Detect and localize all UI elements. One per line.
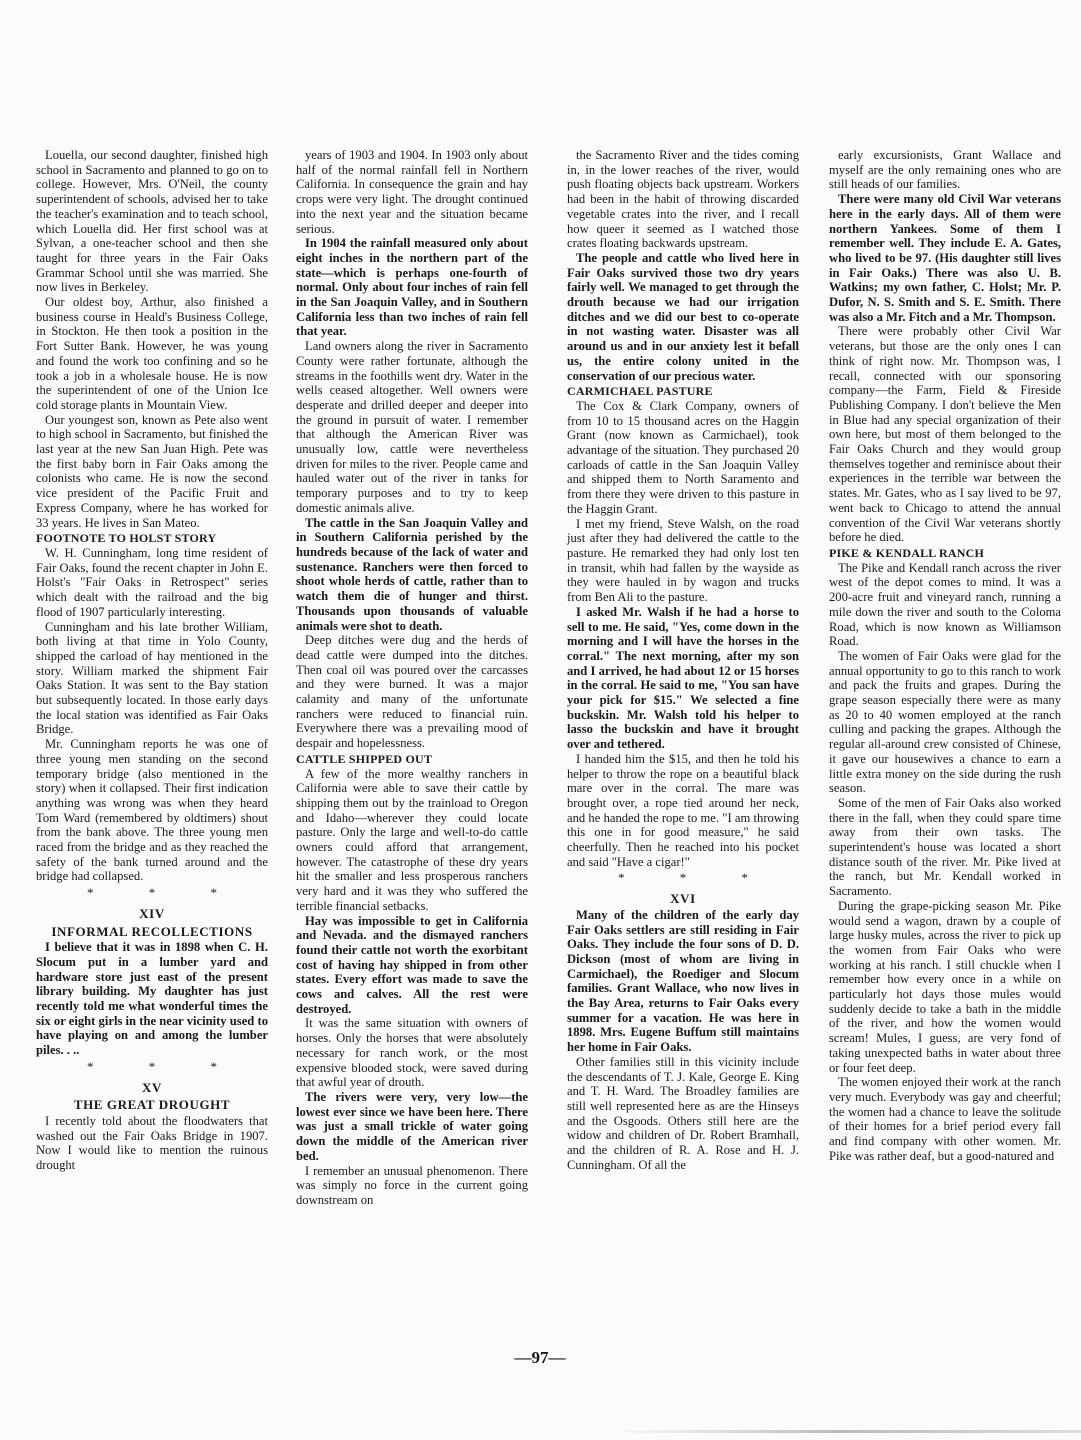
paragraph-bold: The people and cattle who lived here in Fair Oaks survived those two dry years fairly well. We managed to get through the drouth because we had our irrigation ditches and we did our best to co-operate in not wasting water. Disaster was all around us and in our anxiety lest it befall us, the entire colony united in the conservation of our precious water. [567, 250, 799, 383]
paragraph: Our oldest boy, Arthur, also finished a business course in Heald's Business College, in Stockton. He then took a position in the Fort Sutter Bank. However, he was young and found the work too confining and so he took a job in a wholesale house. He is now the superintendent of one of the Union Ice cold storage plants in Mountain View. [36, 295, 268, 412]
paragraph: The women of Fair Oaks were glad for the annual opportunity to go to this ranch to work and pack the fruits and grapes. During the grape season especially there were as many as 20 to 40 women employed at the ranch culling and packing the grapes. Although the regular all-around crew consisted of Chinese, it gave our housewives a chance to earn a little extra money on the side during the rush season. [829, 648, 1061, 796]
paragraph-bold: There were many old Civil War veterans here in the early days. All of them were northern Yankees. Some of them I remember well. They include E. A. Gates, who lived to be 97. (His daughter still lives in Fair Oaks.) There was also U. B. Watkins; my own father, C. Holst; Mr. P. Dufor, N. S. Smith and S. E. Smith. There was also a Mr. Fitch and a Mr. Thompson. [829, 192, 1061, 324]
paragraph: the Sacramento River and the tides coming in, in the lower reaches of the river, would push floating objects back upstream. Workers had been in the habit of throwing discarded vegetable crates into the river, and I recall how queer it seemed as I watched those crates floating backwards upstream. [567, 148, 799, 251]
paragraph: The women enjoyed their work at the ranch very much. Everybody was gay and cheerful; the women had a chance to leave the solitude of their homes for a brief period every fall and find company with other women. Mr. Pike was rather deaf, but a good-natured and [829, 1075, 1061, 1163]
paragraph: Louella, our second daughter, finished high school in Sacramento and planned to go on to college. However, Mrs. O'Neil, the county superintendent of schools, advised her to take the teacher's examination and to teach school, which Louella did. Her first school was at Sylvan, a one-teacher school and then she taught for three years in the Fair Oaks Grammar School until she was married. She now lives in Berkeley. [36, 148, 268, 295]
paragraph: Mr. Cunningham reports he was one of three young men standing on the second temporary bridge (also mentioned in the story) when it collapsed. Their first indication anything was wrong was when they heard Tom Ward (remembered by oldtimers) shout from the bank above. The three young men raced from the bridge and as they reached the safety of the bank turned around and the bridge had collapsed. [36, 737, 268, 884]
paragraph: early excursionists, Grant Wallace and myself are the only remaining ones who are still heads of our families. [829, 148, 1061, 192]
section-heading-cattle: CATTLE SHIPPED OUT [296, 751, 433, 766]
paragraph: Some of the men of Fair Oaks also worked there in the fall, when they could spare time away from their own tasks. The superintendent's house was located a short distance south of the river. Mr. Pike lived at the ranch, but Mr. Kendall worked in Sacramento. [829, 795, 1061, 899]
chapter-number-xv: XV [142, 1079, 162, 1095]
paragraph: years of 1903 and 1904. In 1903 only about half of the normal rainfall fell in Northern California. In consequence the grain and hay crops were very light. The drought continued into the next year and the situation became serious. [296, 148, 528, 236]
paragraph: I remember an unusual phenomenon. There was simply no force in the current going downstream on [296, 1163, 528, 1207]
paragraph-bold: Many of the children of the early day Fair Oaks settlers are still residing in Fair Oaks. They include the four sons of D. D. Dickson (most of whom are living in Carmichael), the Roediger and Slocum families. Grant Wallace, who now lives in the Bay Area, returns to Fair Oaks every summer for a vacation. He was here in 1898. Mrs. Eugene Buffum still maintains her home in Fair Oaks. [567, 907, 799, 1055]
paragraph-bold: The cattle in the San Joaquin Valley and in Southern California perished by the hundreds because of the lack of water and sustenance. Ranchers were then forced to shoot whole herds of cattle, rather than to watch them die of hunger and thirst. Thousands upon thousands of valuable animals were shot to death. [296, 515, 528, 633]
paragraph-bold: I believe that it was in 1898 when C. H. Slocum put in a lumber yard and hardware store just east of the present library building. My daughter has just recently told me what wonderful times the six or eight girls in the near vicinity used to have playing on and among the lumber piles. . .. [36, 940, 268, 1058]
column-1 [36, 148, 268, 1173]
paragraph: Other families still in this vicinity include the descendants of T. J. Kale, George E. King and T. H. Ward. The Broadley families are still well represented here as are the Hinseys and the Osgoods. Others still here are the widow and children of Dr. Robert Bramhall, and the children of R. A. Rose and H. J. Cunningham. Of all the [567, 1054, 799, 1172]
paragraph-bold: I asked Mr. Walsh if he had a horse to sell to me. He said, "Yes, come down in the morning and I will have the horses in the corral." The next morning, after my son and I arrived, he had about 12 or 15 horses in the corral. He said to me, "You san have your pick for $15." We selected a fine buckskin. Mr. Walsh told his helper to lasso the buckskin and have it brought over and tethered. [567, 604, 799, 752]
paragraph: W. H. Cunningham, long time resident of Fair Oaks, found the recent chapter in John E. Holst's "Fair Oaks in Retrospect" series which dealt with the railroad and the big flood of 1907 particularly interesting. [36, 545, 268, 619]
paragraph: I recently told about the floodwaters that washed out the Fair Oaks Bridge in 1907. Now I would like to mention the ruinous drought [36, 1114, 268, 1173]
section-divider-stars: * * * [87, 885, 243, 901]
paragraph: Deep ditches were dug and the herds of dead cattle were dumped into the ditches. Then coal oil was poured over the carcasses and they were burned. It was a major calamity and many of the unfortunate ranchers were reduced to financial ruin. Everywhere there was a prevailing mood of despair and hopelessness. [296, 633, 528, 751]
paragraph: Land owners along the river in Sacramento County were rather fortunate, although the streams in the foothills went dry. Water in the wells ceased altogether. Well owners were desperate and drilled deeper and deeper into the ground in pursuit of water. I remember that although the American River was unusually low, cattle were nevertheless driven for miles to the river. People came and hauled water out of the river in tanks for temporary purposes and to try to keep domestic animals alive. [296, 339, 528, 515]
page-number: —97— [514, 1348, 566, 1367]
chapter-title-drought: THE GREAT DROUGHT [73, 1097, 231, 1113]
chapter-number-xvi: XVI [670, 891, 696, 907]
section-divider-stars: * * * [618, 870, 774, 886]
section-heading-footnote: FOOTNOTE TO HOLST STORY [36, 531, 217, 546]
chapter-title-informal: INFORMAL RECOLLECTIONS [51, 923, 253, 939]
paragraph: Our youngest son, known as Pete also went to high school in Sacramento, but finished the last year at the new San Juan High. Pete was the first baby born in Fair Oaks among the colonists who came. He is now the second vice president of the Pacific Fruit and Express Company, where he has worked for 33 years. He lives in San Mateo. [36, 412, 268, 530]
paragraph: A few of the more wealthy ranchers in California were able to save their cattle by shipping them out by the trainload to Oregon and Idaho—wherever they could locate pasture. Only the large and well-to-do cattle owners could afford that arrangement, however. The catastrophe of these dry years hit the smaller and less prosperous ranchers very hard and it was they who suffered the terrible financial setbacks. [296, 766, 528, 913]
paragraph-bold: In 1904 the rainfall measured only about eight inches in the northern part of the state—which is perhaps one-fourth of normal. Only about four inches of rain fell in the San Joaquin Valley, and in Southern California less than two inches of rain fell that year. [296, 236, 528, 339]
column-4 [829, 148, 1061, 1164]
column-2 [296, 148, 528, 1208]
paragraph: I handed him the $15, and then he told his helper to throw the rope on a beautiful black mare over in the corral. The mare was brought over, a rope tied around her neck, and he handed the rope to me. "I am throwing this one in for good measure," he said cheerfully. Then he reached into his pocket and said "Have a cigar!" [567, 751, 799, 869]
section-heading-carmichael: CARMICHAEL PASTURE [567, 384, 713, 399]
paragraph: I met my friend, Steve Walsh, on the road just after they had delivered the cattle to the pasture. He remarked they had only lost ten in transit, whih had fallen by the wayside as they were hauled in by wagon and trucks from Ben Ali to the pasture. [567, 516, 799, 605]
paragraph-bold: The rivers were very, very low—the lowest ever since we have been here. There was just a small trickle of water going down the middle of the American river bed. [296, 1090, 528, 1163]
chapter-number-xiv: XIV [139, 905, 165, 921]
paragraph: During the grape-picking season Mr. Pike would send a wagon, drawn by a couple of large husky mules, across the river to pick up the women from Fair Oaks who were working at his ranch. I still chuckle when I remember how every once in a while on particularly hot days those mules would suddenly decide to take a bath in the middle of the river, and how the women would scream! Mules, I guess, are very fond of taking unexpected baths in water about three or four feet deep. [829, 898, 1061, 1075]
section-divider-stars: * * * [87, 1058, 243, 1074]
paragraph: Cunningham and his late brother William, both living at that time in Yolo County, shipped the carload of hay mentioned in the story. William marked the shipment Fair Oaks Station. It was sent to the Bay station but subsequently located. In those early days the local station was identified as Fair Oaks Bridge. [36, 619, 268, 737]
column-3 [567, 148, 799, 1173]
paragraph: The Cox & Clark Company, owners of from 10 to 15 thousand acres on the Haggin Grant (now known as Carmichael), took advantage of the situation. They purchased 20 carloads of cattle in the San Joaquin Valley and shipped them to North Saramento and from there they were driven to this pasture in the Haggin Grant. [567, 398, 799, 516]
paragraph: The Pike and Kendall ranch across the river west of the depot comes to mind. It was a 200-acre fruit and vineyard ranch, running a mile down the river and south to the Coloma Road, which is now known as Williamson Road. [829, 560, 1061, 649]
scan-edge-artifact [600, 1430, 1081, 1433]
section-heading-pike: PIKE & KENDALL RANCH [829, 545, 985, 560]
paragraph-bold: Hay was impossible to get in California and Nevada. and the dismayed ranchers found their cattle not worth the exorbitant cost of having hay shipped in from other states. Every effort was made to save the cows and calves. All the rest were destroyed. [296, 913, 528, 1016]
paragraph: It was the same situation with owners of horses. Only the horses that were absolutely necessary for ranch work, or the most expensive blooded stock, were saved during that awful year of drouth. [296, 1016, 528, 1090]
paragraph: There were probably other Civil War veterans, but those are the only ones I can think of right now. Mr. Thompson was, I recall, connected with our sponsoring company—the Farm, Field & Fireside Publishing Company. I don't believe the Men in Blue had any special organization of their own here, but most of them belonged to the Fair Oaks Church and they would group themselves together and reminisce about their experiences in the terrible war between the states. Mr. Gates, who as I say lived to be 97, went back to Chicago to attend the annual convention of the Civil War veterans shortly before he died. [829, 324, 1061, 545]
